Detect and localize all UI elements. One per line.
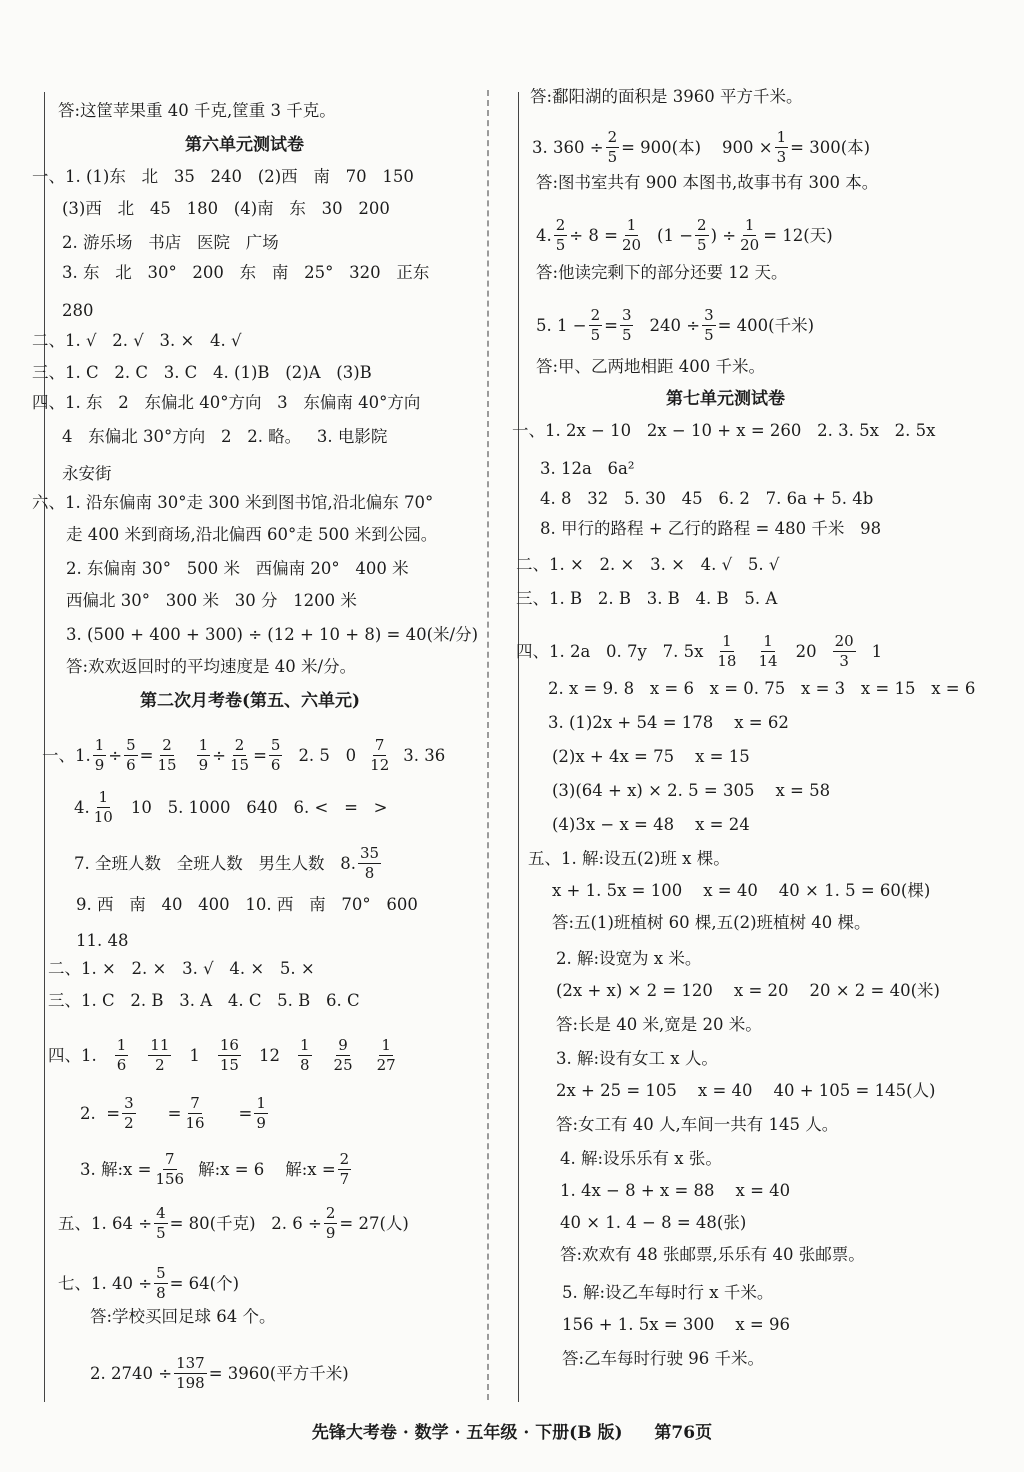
- text: 5. 1 −: [536, 315, 587, 335]
- denominator: 16: [185, 1114, 205, 1132]
- answer-line: 答:欢欢有 48 张邮票,乐乐有 40 张邮票。: [560, 1245, 865, 1264]
- value: 1: [189, 1045, 200, 1065]
- denominator: 5: [555, 236, 566, 254]
- denominator: 15: [229, 756, 250, 774]
- answer-line: 4. 解:设乐乐有 x 张。: [560, 1149, 722, 1168]
- answer-line: 一、1. 2x − 10 2x − 10 + x = 260 2. 3. 5x 2. 5x: [512, 421, 936, 440]
- answer-line: 五、1. 解:设五(2)班 x 棵。: [528, 849, 730, 868]
- denominator: 15: [219, 1056, 239, 1074]
- fraction: [620, 218, 643, 253]
- fraction: [153, 1152, 186, 1187]
- denominator: 8: [364, 864, 375, 882]
- fraction: [93, 738, 107, 773]
- answer-line: 答:乙车每时行驶 96 千米。: [562, 1349, 765, 1368]
- fraction: [197, 738, 211, 773]
- text: 4.: [74, 797, 90, 817]
- answer-line-fractions: [80, 1152, 353, 1187]
- answer-line: 三、1. C 2. B 3. A 4. C 5. B 6. C: [48, 991, 360, 1010]
- numerator: 7: [374, 736, 385, 754]
- numerator: 1: [744, 216, 755, 234]
- fraction: [124, 738, 138, 773]
- answer-line: 答:他读完剩下的部分还要 12 天。: [536, 263, 788, 282]
- fraction: [695, 218, 709, 253]
- numerator: 1: [256, 1094, 266, 1112]
- answer-line: 答:鄱阳湖的面积是 3960 平方千米。: [530, 87, 803, 106]
- fraction: [554, 218, 568, 253]
- answer-line: 9. 西 南 40 400 10. 西 南 70° 600: [76, 895, 418, 914]
- text: (1 −: [657, 225, 694, 245]
- fraction: [174, 1356, 207, 1391]
- fraction: [122, 1096, 136, 1131]
- text: ) ÷: [710, 225, 737, 245]
- answer-line: 永安街: [62, 464, 112, 483]
- answer-line: (4)3x − x = 48 x = 24: [552, 815, 750, 834]
- fraction: [620, 308, 634, 343]
- answer-line-fractions: [48, 1038, 400, 1073]
- fraction: [702, 308, 716, 343]
- denominator: 5: [697, 236, 707, 254]
- answer-line: 西偏北 30° 300 米 30 分 1200 米: [66, 591, 357, 610]
- numerator: 2: [162, 736, 172, 754]
- denominator: 2: [124, 1114, 134, 1132]
- answer-line: 8. 甲行的路程 + 乙行的路程 = 480 千米 98: [540, 519, 882, 538]
- text: =: [253, 745, 267, 765]
- text: ÷ 8 =: [569, 225, 618, 245]
- answer-line-fractions: [42, 738, 445, 773]
- answer-line: 答:欢欢返回时的平均速度是 40 米/分。: [66, 657, 357, 676]
- text: 四、1. 2a 0. 7y 7. 5x: [516, 641, 704, 661]
- answer-line: 走 400 米到商场,沿北偏西 60°走 500 米到公园。: [66, 525, 438, 544]
- answer-line: (3)(64 + x) × 2. 5 = 305 x = 58: [552, 781, 831, 800]
- answer-line: 11. 48: [76, 931, 129, 950]
- answer-line: 答:长是 40 米,宽是 20 米。: [556, 1015, 762, 1034]
- answer-line: 六、1. 沿东偏南 30°走 300 米到图书馆,沿北偏东 70°: [32, 493, 434, 512]
- text: = 3960(平方千米): [208, 1363, 349, 1383]
- denominator: 18: [717, 652, 737, 670]
- denominator: 12: [370, 756, 390, 774]
- denominator: 5: [156, 1224, 166, 1242]
- fraction: [332, 1038, 355, 1073]
- numerator: 3: [124, 1094, 134, 1112]
- answer-line: 3. 12a 6a²: [540, 459, 635, 478]
- numerator: 137: [176, 1354, 205, 1372]
- text: 3. 36: [403, 745, 446, 765]
- fraction: [589, 308, 603, 343]
- numerator: 1: [299, 1036, 310, 1054]
- answer-line-fractions: [532, 130, 870, 165]
- fraction: [148, 1038, 171, 1073]
- fraction: [92, 790, 115, 825]
- numerator: 1: [763, 632, 773, 650]
- answer-line-fractions: [80, 1096, 270, 1131]
- footer-book-title: 先锋大考卷 · 数学 · 五年级 · 下册(B 版): [311, 1423, 623, 1443]
- answer-line: 3. (1)2x + 54 = 178 x = 62: [548, 713, 789, 732]
- text: 七、1. 40 ÷: [58, 1273, 153, 1293]
- numerator: 7: [164, 1150, 175, 1168]
- fraction: [254, 1096, 268, 1131]
- answer-line: 2x + 25 = 105 x = 40 40 + 105 = 145(人): [556, 1081, 936, 1100]
- numerator: 5: [126, 736, 136, 754]
- fraction: [298, 1038, 312, 1073]
- answer-line: x + 1. 5x = 100 x = 40 40 × 1. 5 = 60(棵): [552, 881, 931, 900]
- denominator: 9: [94, 756, 105, 774]
- denominator: 3: [776, 148, 787, 166]
- numerator: 1: [198, 736, 209, 754]
- numerator: 16: [219, 1036, 239, 1054]
- text: =: [604, 315, 618, 335]
- numerator: 2: [555, 216, 566, 234]
- answer-line: 4. 8 32 5. 30 45 6. 2 7. 6a + 5. 4b: [540, 489, 874, 508]
- numerator: 5: [270, 736, 281, 754]
- denominator: 20: [740, 236, 760, 254]
- fraction: [375, 1038, 398, 1073]
- answer-line: 一、1. (1)东 北 35 240 (2)西 南 70 150: [32, 167, 414, 186]
- answer-line: 二、1. √ 2. √ 3. × 4. √: [32, 331, 242, 350]
- denominator: 10: [93, 808, 113, 826]
- numerator: 4: [156, 1204, 166, 1222]
- denominator: 2: [155, 1056, 165, 1074]
- numerator: 1: [626, 216, 637, 234]
- fraction: [756, 634, 779, 669]
- answer-line: 答:这筐苹果重 40 千克,筐重 3 千克。: [58, 101, 336, 120]
- fraction: [115, 1038, 129, 1073]
- numerator: 2: [339, 1150, 350, 1168]
- fraction: [324, 1206, 338, 1241]
- text: 1: [871, 641, 883, 661]
- fraction: [775, 130, 789, 165]
- text: =: [139, 745, 154, 765]
- numerator: 2: [325, 1204, 336, 1222]
- numerator: 11: [150, 1036, 170, 1054]
- answer-line: 3. (500 + 400 + 300) ÷ (12 + 10 + 8) = 40(米/分): [66, 625, 479, 644]
- text: 3. 360 ÷: [532, 137, 604, 157]
- value: 12: [258, 1045, 280, 1065]
- answer-line: 280: [62, 301, 94, 320]
- column-divider: [487, 90, 489, 1400]
- right-margin-line: [518, 92, 519, 1402]
- fraction: [156, 738, 179, 773]
- numerator: 20: [834, 632, 854, 650]
- denominator: 7: [339, 1170, 350, 1188]
- numerator: 2: [234, 736, 245, 754]
- answer-line: 2. 东偏南 30° 500 米 西偏南 20° 400 米: [66, 559, 409, 578]
- fraction: [738, 218, 761, 253]
- fraction: [269, 738, 283, 773]
- page-footer: [0, 1418, 1024, 1443]
- denominator: 9: [198, 756, 209, 774]
- denominator: 6: [270, 756, 281, 774]
- answer-line: 2. 解:设宽为 x 米。: [556, 949, 702, 968]
- fraction: [368, 738, 391, 773]
- answer-line: 三、1. B 2. B 3. B 4. B 5. A: [516, 589, 778, 608]
- text: = 900(本) 900 ×: [621, 137, 773, 157]
- answer-line: 5. 解:设乙车每时行 x 千米。: [562, 1283, 774, 1302]
- fraction: [154, 1266, 168, 1301]
- numerator: 7: [190, 1094, 200, 1112]
- answer-line-fractions: [516, 634, 882, 669]
- text: 7. 全班人数 全班人数 男生人数 8.: [74, 853, 356, 873]
- answer-line: 40 × 1. 4 − 8 = 48(张): [560, 1213, 747, 1232]
- denominator: 6: [126, 756, 136, 774]
- fraction: [606, 130, 620, 165]
- numerator: 1: [381, 1036, 391, 1054]
- text: = 400(千米): [717, 315, 815, 335]
- answer-line-fractions: [58, 1206, 409, 1241]
- answer-line: 156 + 1. 5x = 300 x = 96: [562, 1315, 791, 1334]
- answer-line: 答:图书室共有 900 本图书,故事书有 300 本。: [536, 173, 879, 192]
- text: 一、1.: [42, 745, 91, 765]
- fraction: [228, 738, 251, 773]
- denominator: 25: [333, 1056, 353, 1074]
- numerator: 1: [94, 736, 105, 754]
- answer-line-fractions: [58, 1266, 239, 1301]
- numerator: 3: [621, 306, 632, 324]
- section-title-unit6: 第六单元测试卷: [185, 135, 304, 155]
- answer-line: 3. 解:设有女工 x 人。: [556, 1049, 718, 1068]
- answer-line-fractions: [536, 308, 814, 343]
- answer-line: (2)x + 4x = 75 x = 15: [552, 747, 750, 766]
- text: = 300(本): [790, 137, 871, 157]
- answer-line: 4 东偏北 30°方向 2 2. 略。 3. 电影院: [62, 427, 388, 446]
- answer-line-fractions: [90, 1356, 349, 1391]
- numerator: 9: [338, 1036, 348, 1054]
- text: 五、1. 64 ÷: [58, 1213, 153, 1233]
- denominator: 9: [325, 1224, 336, 1242]
- answer-line-fractions: [74, 846, 383, 881]
- numerator: 1: [776, 128, 787, 146]
- answer-line: 四、1. 东 2 东偏北 40°方向 3 东偏南 40°方向: [32, 393, 421, 412]
- text: 10 5. 1000 640 6. < = >: [130, 797, 388, 817]
- fraction: [358, 846, 381, 881]
- fraction: [183, 1096, 206, 1131]
- denominator: 14: [758, 652, 778, 670]
- text: 2. 2740 ÷: [90, 1363, 173, 1383]
- answer-line: 二、1. × 2. × 3. × 4. √ 5. √: [516, 555, 780, 574]
- answer-line: 二、1. × 2. × 3. √ 4. × 5. ×: [48, 959, 315, 978]
- denominator: 5: [607, 148, 618, 166]
- text: = 64(个): [169, 1273, 240, 1293]
- text: 2. 5 0: [298, 745, 357, 765]
- answer-line: 3. 东 北 30° 200 东 南 25° 320 正东: [62, 263, 430, 282]
- denominator: 5: [704, 326, 714, 344]
- text: =: [167, 1103, 182, 1123]
- answer-line: 答:女工有 40 人,车间一共有 145 人。: [556, 1115, 839, 1134]
- answer-line: 1. 4x − 8 + x = 88 x = 40: [560, 1181, 791, 1200]
- text: 3. 解:x =: [80, 1159, 152, 1179]
- denominator: 3: [839, 652, 849, 670]
- numerator: 1: [722, 632, 732, 650]
- denominator: 15: [157, 756, 177, 774]
- text: =: [238, 1103, 253, 1123]
- denominator: 5: [590, 326, 601, 344]
- denominator: 156: [155, 1170, 185, 1188]
- answer-line: 2. 游乐场 书店 医院 广场: [62, 233, 279, 252]
- text: 240 ÷: [649, 315, 701, 335]
- numerator: 3: [704, 306, 714, 324]
- answer-line: 答:学校买回足球 64 个。: [90, 1307, 276, 1326]
- answer-line: (3)西 北 45 180 (4)南 东 30 200: [62, 199, 390, 218]
- section-title-unit7: 第七单元测试卷: [666, 389, 785, 409]
- denominator: 9: [256, 1114, 266, 1132]
- section-title-exam2: 第二次月考卷(第五、六单元): [140, 691, 361, 711]
- fraction: [338, 1152, 352, 1187]
- denominator: 5: [621, 326, 632, 344]
- fraction: [154, 1206, 168, 1241]
- numerator: 1: [98, 788, 109, 806]
- answer-line: 答:五(1)班植树 60 棵,五(2)班植树 40 棵。: [552, 913, 871, 932]
- answer-line-fractions: [74, 790, 387, 825]
- text: ÷: [212, 745, 226, 765]
- text: ÷: [108, 745, 123, 765]
- numerator: 2: [697, 216, 707, 234]
- text: 2. =: [80, 1103, 121, 1123]
- answer-line: (2x + x) × 2 = 120 x = 20 20 × 2 = 40(米): [556, 981, 940, 1000]
- text: 解:x = 6 解:x =: [198, 1159, 336, 1179]
- numerator: 2: [607, 128, 618, 146]
- text: = 27(人): [339, 1213, 409, 1233]
- answer-line: 2. x = 9. 8 x = 6 x = 0. 75 x = 3 x = 15 x = 6: [548, 679, 976, 698]
- denominator: 6: [116, 1056, 127, 1074]
- denominator: 8: [156, 1284, 166, 1302]
- denominator: 27: [376, 1056, 396, 1074]
- text: = 80(千克) 2. 6 ÷: [169, 1213, 322, 1233]
- text: 四、1.: [48, 1045, 97, 1065]
- numerator: 1: [116, 1036, 127, 1054]
- text: = 12(天): [763, 225, 833, 245]
- text: 20: [795, 641, 817, 661]
- numerator: 35: [359, 844, 380, 862]
- denominator: 8: [299, 1056, 310, 1074]
- answer-line: 三、1. C 2. C 3. C 4. (1)B (2)A (3)B: [32, 363, 372, 382]
- denominator: 198: [176, 1374, 205, 1392]
- fraction: [715, 634, 738, 669]
- text: 4.: [536, 225, 552, 245]
- denominator: 20: [621, 236, 642, 254]
- fraction: [833, 634, 856, 669]
- answer-line-fractions: [536, 218, 833, 253]
- numerator: 5: [156, 1264, 166, 1282]
- page-number: 第76页: [654, 1423, 713, 1443]
- fraction: [218, 1038, 241, 1073]
- numerator: 2: [590, 306, 601, 324]
- answer-line: 答:甲、乙两地相距 400 千米。: [536, 357, 766, 376]
